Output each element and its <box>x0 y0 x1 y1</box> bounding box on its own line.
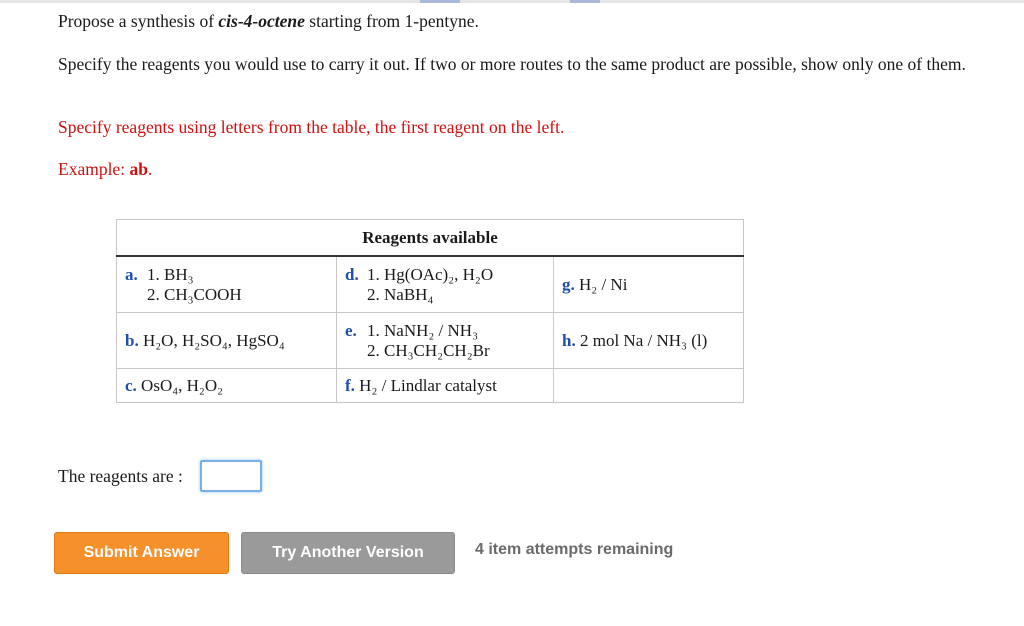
reagents-answer-input[interactable] <box>200 460 262 492</box>
target-compound: cis-4-octene <box>218 11 305 31</box>
reagent-b: b. H₂O, H₂SO₄, HgSO₄ <box>117 313 337 369</box>
empty-cell <box>554 369 744 403</box>
reagents-table <box>116 219 744 403</box>
reagent-f: f. H₂ / Lindlar catalyst <box>337 369 554 403</box>
reagent-a: a. 1. BH₃ 2. CH₃COOH <box>117 256 337 313</box>
reagent-g: g. H₂ / Ni <box>554 256 744 313</box>
reagent-instruction: Specify reagents using letters from the table, the first reagent on the left. <box>58 117 565 137</box>
question-prompt: Propose a synthesis of cis-4-octene starting from 1-pentyne. <box>58 11 479 31</box>
try-another-version-button[interactable]: Try Another Version <box>241 532 455 574</box>
reagent-h: h. 2 mol Na / NH₃ (l) <box>554 313 744 369</box>
top-divider <box>0 0 1024 3</box>
table-header: Reagents available <box>117 220 744 257</box>
reagent-d: d. 1. Hg(OAc)₂, H₂O 2. NaBH₄ <box>337 256 554 313</box>
reagent-c: c. OsO₄, H₂O₂ <box>117 369 337 403</box>
example-text: Example: ab. <box>58 159 153 179</box>
submit-answer-button[interactable]: Submit Answer <box>54 532 229 574</box>
reagent-e: e. 1. NaNH₂ / NH₃ 2. CH₃CH₂CH₂Br <box>337 313 554 369</box>
answer-label: The reagents are : <box>58 466 183 486</box>
question-instructions: Specify the reagents you would use to carry it out. If two or more routes to the same product are possible, show only one of them. <box>58 54 966 74</box>
attempts-remaining: 4 item attempts remaining <box>475 541 674 558</box>
